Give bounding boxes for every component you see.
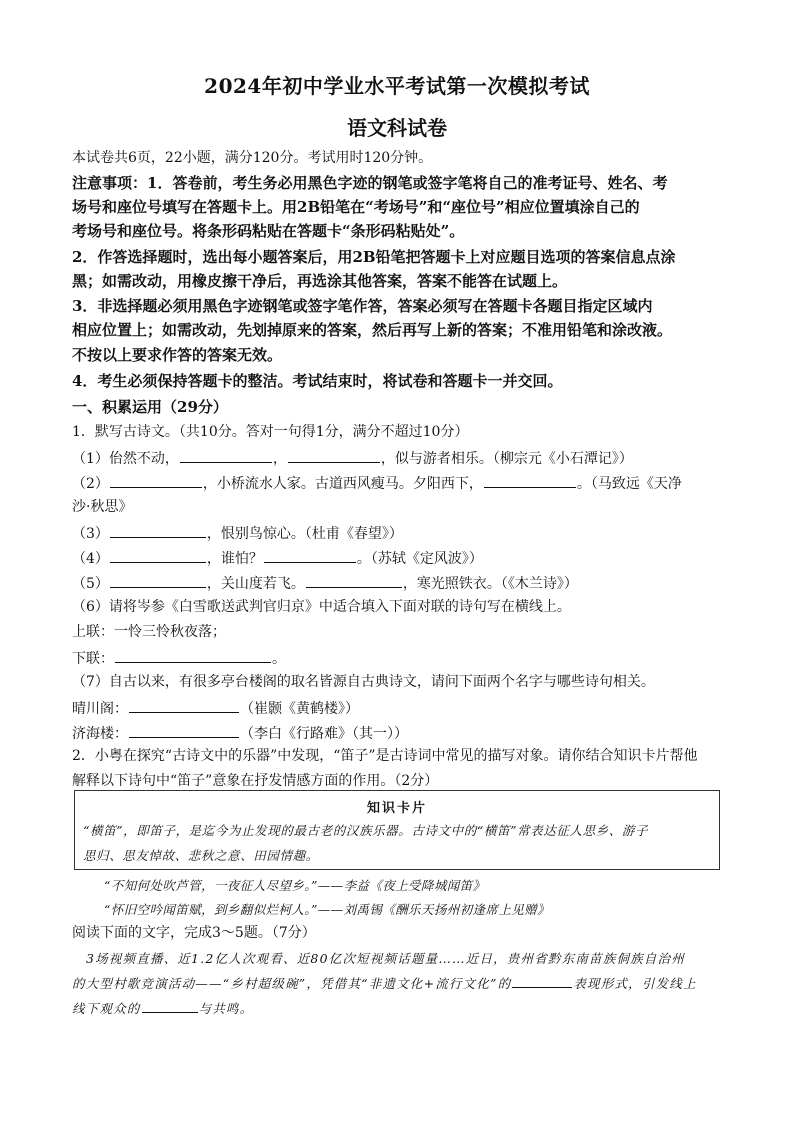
note-3b: 相应位置上；如需改动，先划掉原来的答案，然后再写上新的答案；不准用铅笔和涂改液。 — [72, 321, 673, 339]
answer-blank[interactable] — [306, 573, 402, 588]
q1-item-1 — [72, 448, 633, 468]
q2-stem-a: 2．小粤在探究“古诗文中的乐器”中发现，“笛子”是古诗词中常见的描写对象。请你结合知识卡片帮他 — [72, 748, 698, 764]
note-2b: 黑；如需改动，用橡皮擦干净后，再选涂其他答案，答案不能答在试题上。 — [72, 272, 568, 290]
answer-blank[interactable] — [110, 548, 206, 563]
knowledge-card-title: 知识卡片 — [366, 801, 427, 816]
reading-para-line-2-b: 表现形式，引发线上 — [573, 976, 697, 991]
answer-blank[interactable] — [110, 523, 206, 538]
q1-item-2-text-c: 。（马致远《天净 — [576, 476, 682, 492]
answer-blank[interactable] — [110, 473, 202, 488]
answer-blank[interactable] — [129, 723, 239, 738]
q1-item-3 — [72, 523, 403, 543]
section-heading: 一、积累运用（29分） — [72, 398, 228, 416]
q1-item-3-text-b: ，恨别鸟惊心。（杜甫《春望》） — [206, 526, 403, 542]
pavilion-name: 晴川阁： — [72, 701, 128, 717]
couplet-lower-end: 。 — [272, 651, 286, 667]
q1-item-4 — [72, 548, 483, 568]
intro-text: 本试卷共6页，22小题，满分120分。考试用时120分钟。 — [72, 150, 433, 166]
couplet-lower-label: 下联： — [72, 651, 114, 667]
page-subtitle: 语文科试卷 — [347, 116, 447, 140]
q1-item-5 — [72, 573, 578, 593]
q1-item-2 — [72, 473, 682, 493]
tower-name: 济海楼： — [72, 726, 128, 742]
reading-para-line-3 — [72, 999, 253, 1017]
q1-item-4-text-a: （4） — [72, 551, 109, 567]
knowledge-card — [74, 790, 720, 870]
answer-blank[interactable] — [110, 573, 206, 588]
tower-source: （李白《行路难》（其一）） — [240, 726, 408, 742]
reading-para-line-2-a: 的大型村歌竞演活动——“乡村超级碗”，凭借其“非遗文化+流行文化”的 — [72, 976, 512, 991]
answer-blank[interactable] — [512, 975, 572, 988]
q2-stem-b: 解释以下诗句中“笛子”意象在抒发情感方面的作用。（2分） — [72, 773, 439, 789]
reading-para-line-3-b: 与共鸣。 — [198, 1001, 254, 1016]
pavilion-source: （崔颢《黄鹤楼》） — [240, 701, 359, 717]
reading-para-line-1: 3场视频直播、近1.2亿人次观看、近80亿次短视频话题量……近日，贵州省黔东南苗族侗族自治州 — [86, 951, 685, 966]
answer-blank[interactable] — [180, 448, 272, 463]
poem-quote-1: “不知何处吹芦管，一夜征人尽望乡。”——李益《夜上受降城闻笛》 — [104, 878, 486, 893]
note-2a: 2．作答选择题时，选出每小题答案后，用2B铅笔把答题卡上对应题目选项的答案信息点涂 — [72, 248, 676, 266]
q1-item-6: （6）请将岑参《白雪歌送武判官归京》中适合填入下面对联的诗句写在横线上。 — [72, 599, 571, 615]
q1-item-7: （7）自古以来，有很多亭台楼阁的取名皆源自古典诗文，请问下面两个名字与哪些诗句相关。 — [72, 674, 655, 690]
q1-item-2-cont: 沙·秋思》 — [72, 499, 133, 515]
page-title: 2024年初中学业水平考试第一次模拟考试 — [204, 74, 590, 98]
couplet-upper: 上联：一怜三怜秋夜落； — [72, 624, 226, 640]
q1-item-2-text-b: ，小桥流水人家。古道西风瘦马。夕阳西下， — [202, 476, 483, 492]
q1-item-7a — [72, 698, 359, 718]
note-1b: 场号和座位号填写在答题卡上。用2B铅笔在“考场号”和“座位号”相应位置填涂自己的 — [72, 198, 640, 216]
q1-item-7b — [72, 723, 408, 743]
knowledge-card-line-1: “横笛”，即笛子，是迄今为止发现的最古老的汉族乐器。古诗文中的“横笛”常表达征人思乡、游子 — [83, 823, 649, 838]
note-4: 4．考生必须保持答题卡的整洁。考试结束时，将试卷和答题卡一并交回。 — [72, 372, 563, 390]
q1-item-1-text-c: ，似与游者相乐。（柳宗元《小石潭记》） — [380, 451, 633, 467]
note-3a: 3．非选择题必须用黑色字迹钢笔或签字笔作答，答案必须写在答题卡各题目指定区域内 — [72, 297, 653, 315]
poem-quote-2: “怀旧空吟闻笛赋，到乡翻似烂柯人。”——刘禹锡《酬乐天扬州初逢席上见赠》 — [104, 902, 550, 917]
answer-blank[interactable] — [264, 548, 356, 563]
reading-para-line-3-a: 线下观众的 — [72, 1001, 141, 1016]
note-1a: 注意事项：1．答卷前，考生务必用黑色字迹的钢笔或签字笔将自己的准考证号、姓名、考 — [72, 174, 668, 192]
q1-item-5-text-c: ，寒光照铁衣。（《木兰诗》） — [402, 576, 578, 592]
answer-blank[interactable] — [115, 648, 271, 663]
couplet-lower — [72, 648, 286, 668]
q1-item-1-text-a: （1）佁然不动， — [72, 451, 179, 467]
reading-stem: 阅读下面的文字，完成3～5题。（7分） — [72, 925, 316, 941]
answer-blank[interactable] — [129, 698, 239, 713]
q1-item-4-text-b: ，谁怕？ — [206, 551, 263, 567]
q1-item-5-text-a: （5） — [72, 576, 109, 592]
q1-item-1-text-b: ， — [272, 451, 287, 467]
answer-blank[interactable] — [484, 473, 576, 488]
q1-item-2-text-a: （2） — [72, 476, 109, 492]
answer-blank[interactable] — [288, 448, 380, 463]
note-3c: 不按以上要求作答的答案无效。 — [72, 346, 283, 364]
q1-item-4-text-c: 。（苏轼《定风波》） — [356, 551, 483, 567]
knowledge-card-line-2: 思归、思友悼故、悲秋之意、田园情趣。 — [83, 848, 319, 863]
note-1c: 考场号和座位号。将条形码粘贴在答题卡“条形码粘贴处”。 — [72, 222, 465, 240]
reading-para-line-2 — [72, 974, 697, 992]
answer-blank[interactable] — [142, 1000, 198, 1013]
q1-stem: 1．默写古诗文。（共10分。答对一句得1分，满分不超过10分） — [72, 424, 469, 440]
q1-item-5-text-b: ，关山度若飞。 — [206, 576, 305, 592]
q1-item-3-text-a: （3） — [72, 526, 109, 542]
